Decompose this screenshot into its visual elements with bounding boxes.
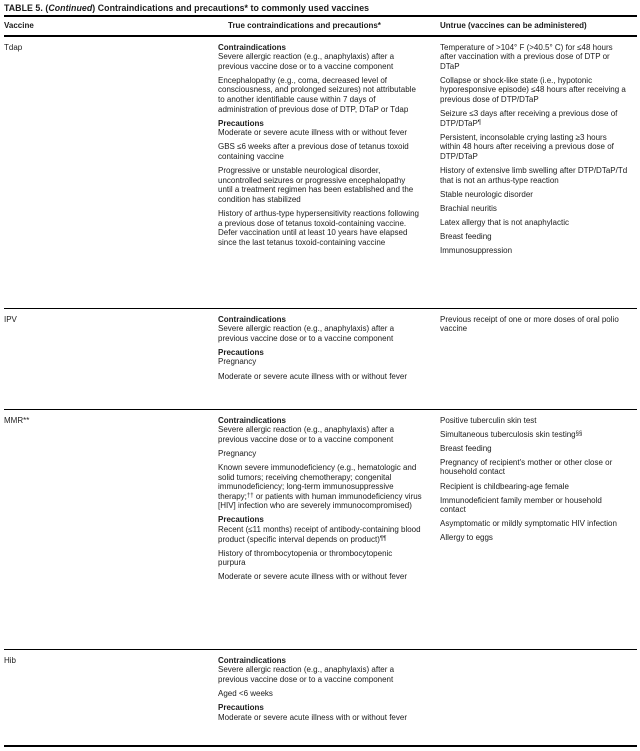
table-row — [4, 37, 637, 308]
untrue-item: Latex allergy that is not anaphylactic — [440, 218, 569, 227]
section-heading: Precautions — [218, 702, 264, 712]
untrue-item: Breast feeding — [440, 443, 492, 453]
contraindication-item: History of thrombocytopenia or thrombocytopenic purpura — [218, 548, 393, 568]
contraindication-item: Severe allergic reaction (e.g., anaphylaxis) after a previous vaccine dose or to a vaccine component — [218, 425, 395, 444]
table-row — [4, 308, 637, 409]
footnote-marker: ¶¶ — [379, 535, 387, 542]
contraindication-item: Aged <6 weeks — [218, 688, 273, 698]
untrue-item: Seizure ≤3 days after receiving a previous dose of DTP/DTaP¶ — [440, 109, 618, 128]
untrue-item: Stable neurologic disorder — [440, 189, 533, 199]
vaccine-table — [4, 15, 637, 747]
table-body — [4, 37, 637, 745]
contraindication-item: Pregnancy — [218, 357, 257, 367]
true-contraindications-cell — [218, 650, 440, 745]
vaccine-name: IPV — [4, 314, 17, 324]
footnote-marker: ¶ — [477, 119, 482, 126]
untrue-item: Immunosuppression — [440, 246, 513, 256]
contraindication-item: Moderate or severe acute illness with or without fever — [218, 712, 407, 722]
untrue-item: Persistent, inconsolable crying lasting ≥3 hours within 48 hours after receiving a previous dose of DTP/DTaP — [440, 132, 614, 162]
untrue-item: Temperature of >104° F (>40.5° C) for ≤48 hours after vaccination with a previous dose of DTP or DTaP — [440, 42, 613, 71]
contraindication-item: Progressive or unstable neurological disorder, uncontrolled seizures or progressive encephalopathy until a treatment regimen has been established and the condition has stabilized — [218, 166, 414, 204]
vaccine-name-cell — [4, 650, 218, 745]
column-header-true-contraindications: True contraindications and precautions* — [228, 21, 381, 30]
untrue-item: Collapse or shock-like state (i.e., hypotonic hyporesponsive episode) ≤48 hours after receiving a previous dose of DTP/DTaP — [440, 75, 626, 105]
true-contraindications-cell — [218, 410, 440, 649]
table-row — [4, 409, 637, 649]
contraindication-item: Encephalopathy (e.g., coma, decreased level of consciousness, and prolonged seizures) not attributable to another identifiable cause within 7 days of administration of previous dose of DTP, DTaP or Tdap — [218, 75, 416, 114]
contraindication-item: History of arthus-type hypersensitivity reactions following a previous dose of tetanus toxoid-containing vaccine. Defer vaccination until at least 10 years have elapsed since the last tetanus toxoid-containing vaccine — [218, 209, 419, 247]
section-heading: Precautions — [218, 118, 264, 128]
section-heading: Precautions — [218, 347, 264, 357]
untrue-item: Positive tuberculin skin test — [440, 415, 537, 425]
contraindication-item: Severe allergic reaction (e.g., anaphylaxis) after a previous vaccine dose or to a vaccine component — [218, 52, 395, 71]
untrue-items-cell — [440, 309, 637, 409]
column-header-vaccine: Vaccine — [4, 21, 34, 30]
vaccine-name: Hib — [4, 655, 17, 665]
column-header-untrue: Untrue (vaccines can be administered) — [440, 21, 587, 30]
contraindication-item: Pregnancy — [218, 448, 257, 458]
contraindication-item: Known severe immunodeficiency (e.g., hematologic and solid tumors; receiving chemotherapy; congenital immunodeficiency; long-term immunosuppressive therapy;†† or patients with human immunodeficiency virus [HIV] infection who are severely immunocompromised) — [218, 462, 422, 511]
table-title — [4, 2, 637, 15]
table-title-continued: Continued — [48, 3, 93, 13]
section-heading: Contraindications — [218, 42, 287, 52]
true-contraindications-cell — [218, 309, 440, 409]
footnote-marker: †† — [246, 492, 254, 499]
untrue-item: Brachial neuritis — [440, 203, 497, 213]
untrue-items-cell — [440, 410, 637, 649]
table-header-row — [4, 15, 637, 37]
section-heading: Contraindications — [218, 655, 287, 665]
footnote-marker: §§ — [575, 430, 583, 437]
vaccine-name: Tdap — [4, 42, 23, 52]
untrue-item: Simultaneous tuberculosis skin testing§§ — [440, 429, 583, 439]
untrue-items-cell — [440, 650, 637, 745]
untrue-item: Asymptomatic or mildly symptomatic HIV infection — [440, 519, 617, 529]
section-heading: Precautions — [218, 515, 264, 525]
vaccine-name-cell — [4, 37, 218, 308]
untrue-item: Allergy to eggs — [440, 533, 493, 543]
true-contraindications-cell — [218, 37, 440, 308]
table-title-suffix: ) Contraindications and precautions* to commonly used vaccines — [92, 3, 370, 13]
untrue-item: History of extensive limb swelling after DTP/DTaP/Td that is not an arthus-type reaction — [440, 166, 628, 185]
contraindication-item: Severe allergic reaction (e.g., anaphylaxis) after a previous vaccine dose or to a vaccine component — [218, 665, 395, 684]
contraindication-item: GBS ≤6 weeks after a previous dose of tetanus toxoid containing vaccine — [218, 142, 409, 162]
vaccine-name: MMR** — [4, 415, 30, 425]
table-title-prefix: TABLE 5. ( — [4, 3, 49, 13]
untrue-item: Recipient is childbearing-age female — [440, 481, 569, 491]
vaccine-name-cell — [4, 410, 218, 649]
contraindication-item: Moderate or severe acute illness with or without fever — [218, 371, 407, 381]
untrue-item: Pregnancy of recipient's mother or other close or household contact — [440, 457, 613, 477]
untrue-item: Immunodeficient family member or household contact — [440, 495, 602, 515]
untrue-item: Breast feeding — [440, 232, 492, 242]
contraindication-item: Moderate or severe acute illness with or without fever — [218, 572, 407, 582]
section-heading: Contraindications — [218, 314, 287, 324]
section-heading: Contraindications — [218, 415, 287, 425]
contraindication-item: Severe allergic reaction (e.g., anaphylaxis) after a previous vaccine dose or to a vaccine component — [218, 324, 395, 343]
contraindication-item: Moderate or severe acute illness with or without fever — [218, 128, 407, 138]
vaccine-name-cell — [4, 309, 218, 409]
untrue-items-cell — [440, 37, 637, 308]
table-row — [4, 649, 637, 745]
untrue-item: Previous receipt of one or more doses of oral polio vaccine — [440, 314, 619, 334]
contraindication-item: Recent (≤11 months) receipt of antibody-containing blood product (specific interval depends on product)¶¶ — [218, 525, 421, 544]
